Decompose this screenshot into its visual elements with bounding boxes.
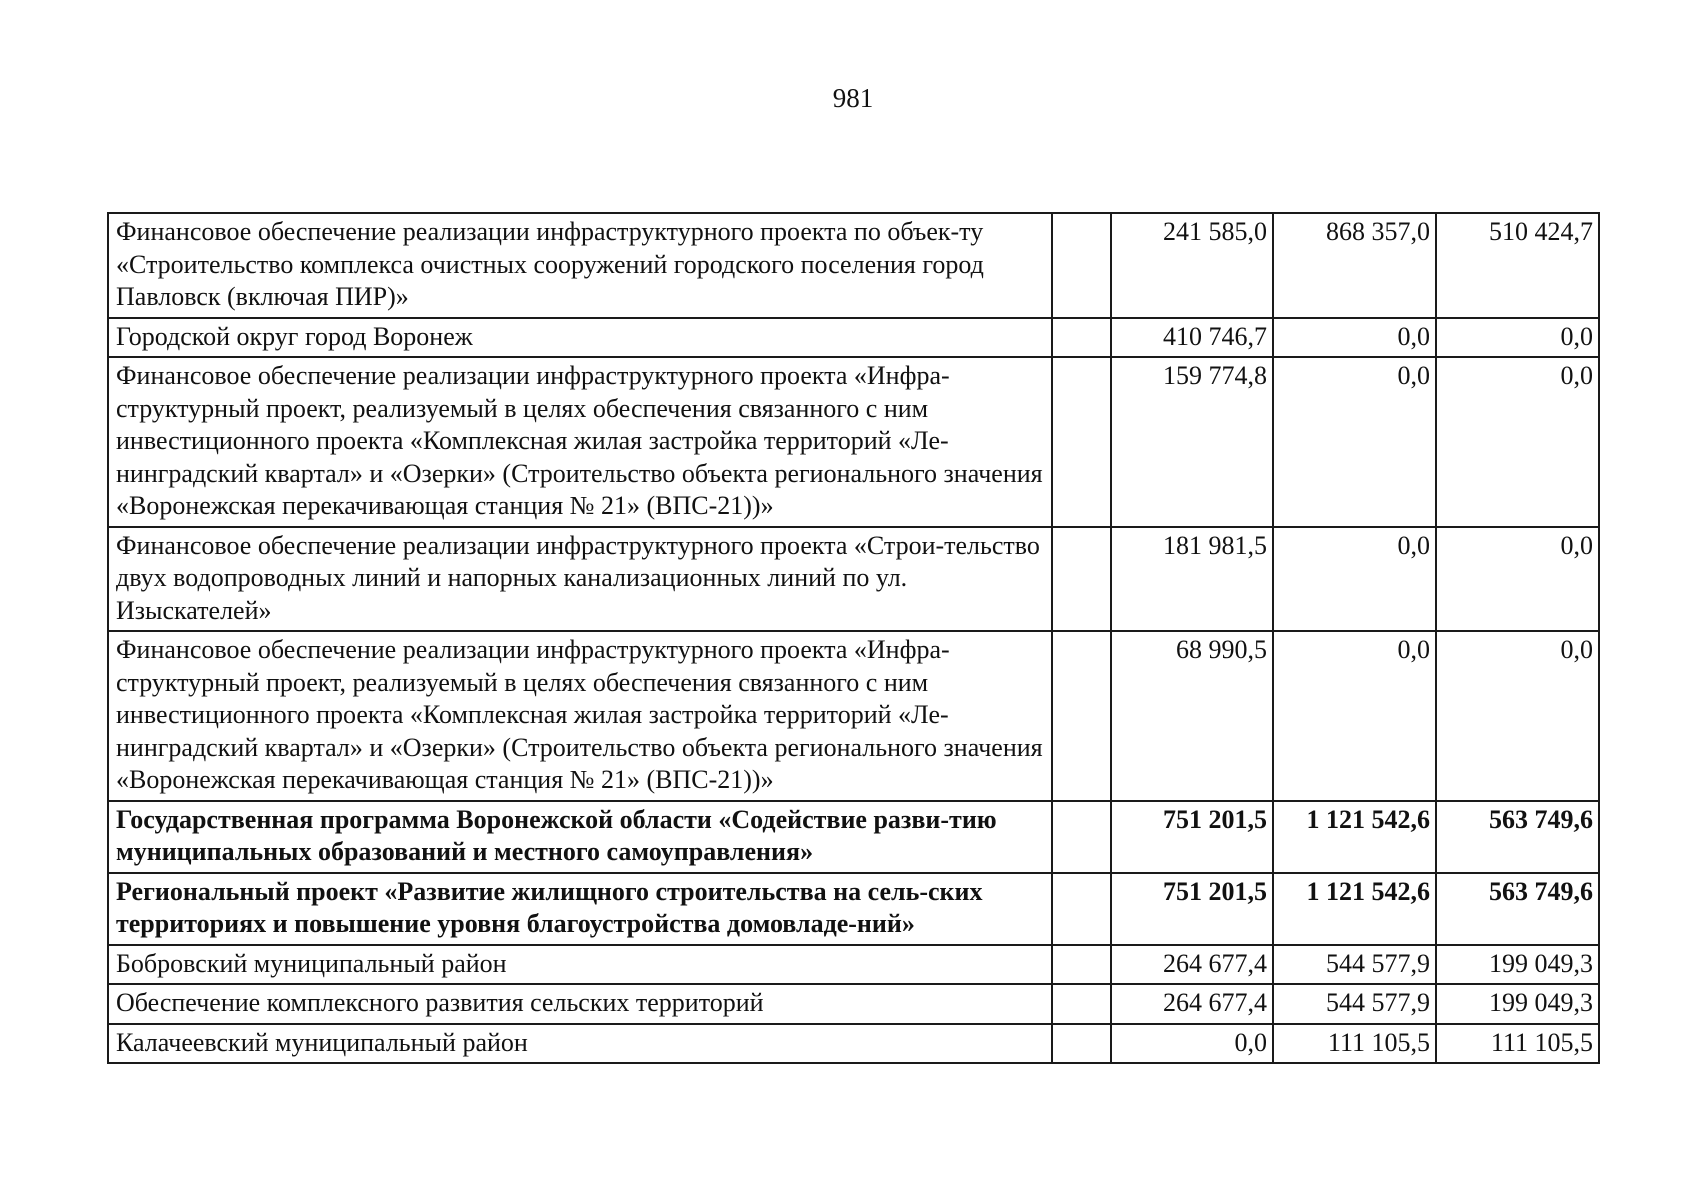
row-value-1-cell: 159 774,8	[1111, 357, 1273, 527]
row-value-1-cell: 264 677,4	[1111, 945, 1273, 985]
row-name-cell: Государственная программа Воронежской области «Содействие разви-тию муниципальных образований и местного самоуправления»	[108, 801, 1052, 873]
row-code-cell	[1052, 945, 1111, 985]
row-name-cell: Финансовое обеспечение реализации инфраструктурного проекта «Инфра-структурный проект, реализуемый в целях обеспечения связанного с ним инвестиционного проекта «Комплексная жилая застройка территорий «Ле-нинградский квартал» и «Озерки» (Строительство объекта регионального значения «Воронежская перекачивающая станция № 21» (ВПС-21))»	[108, 357, 1052, 527]
row-name-cell: Бобровский муниципальный район	[108, 945, 1052, 985]
row-value-2-cell: 868 357,0	[1273, 213, 1436, 318]
row-code-cell	[1052, 1024, 1111, 1064]
row-value-2-cell: 0,0	[1273, 357, 1436, 527]
row-value-3-cell: 563 749,6	[1436, 801, 1599, 873]
row-value-3-cell: 111 105,5	[1436, 1024, 1599, 1064]
row-value-2-cell: 0,0	[1273, 631, 1436, 801]
row-value-3-cell: 563 749,6	[1436, 873, 1599, 945]
row-code-cell	[1052, 527, 1111, 632]
table-row	[108, 527, 1599, 632]
row-value-2-cell: 1 121 542,6	[1273, 801, 1436, 873]
table-row	[108, 631, 1599, 801]
row-name-cell: Региональный проект «Развитие жилищного строительства на сель-ских территориях и повышение уровня благоустройства домовладе-ний»	[108, 873, 1052, 945]
table-row	[108, 213, 1599, 318]
row-value-2-cell: 544 577,9	[1273, 945, 1436, 985]
row-code-cell	[1052, 801, 1111, 873]
row-value-3-cell: 0,0	[1436, 631, 1599, 801]
row-name-cell: Калачеевский муниципальный район	[108, 1024, 1052, 1064]
table-row	[108, 873, 1599, 945]
table-row	[108, 801, 1599, 873]
row-value-3-cell: 0,0	[1436, 357, 1599, 527]
row-code-cell	[1052, 873, 1111, 945]
row-value-1-cell: 181 981,5	[1111, 527, 1273, 632]
row-value-2-cell: 111 105,5	[1273, 1024, 1436, 1064]
budget-table	[107, 212, 1600, 1064]
row-code-cell	[1052, 213, 1111, 318]
table-row	[108, 945, 1599, 985]
row-name-cell: Финансовое обеспечение реализации инфраструктурного проекта «Строи-тельство двух водопроводных линий и напорных канализационных линий по ул. Изыскателей»	[108, 527, 1052, 632]
row-value-2-cell: 0,0	[1273, 527, 1436, 632]
row-value-2-cell: 544 577,9	[1273, 984, 1436, 1024]
row-name-cell: Финансовое обеспечение реализации инфраструктурного проекта «Инфра-структурный проект, реализуемый в целях обеспечения связанного с ним инвестиционного проекта «Комплексная жилая застройка территорий «Ле-нинградский квартал» и «Озерки» (Строительство объекта регионального значения «Воронежская перекачивающая станция № 21» (ВПС-21))»	[108, 631, 1052, 801]
table-row	[108, 984, 1599, 1024]
table-row	[108, 1024, 1599, 1064]
row-value-1-cell: 751 201,5	[1111, 873, 1273, 945]
row-value-1-cell: 0,0	[1111, 1024, 1273, 1064]
row-value-3-cell: 510 424,7	[1436, 213, 1599, 318]
row-value-1-cell: 751 201,5	[1111, 801, 1273, 873]
table-row	[108, 357, 1599, 527]
row-value-2-cell: 1 121 542,6	[1273, 873, 1436, 945]
row-value-3-cell: 199 049,3	[1436, 984, 1599, 1024]
row-value-1-cell: 264 677,4	[1111, 984, 1273, 1024]
table-row	[108, 318, 1599, 358]
row-value-3-cell: 199 049,3	[1436, 945, 1599, 985]
table-body	[108, 213, 1599, 1063]
row-value-3-cell: 0,0	[1436, 527, 1599, 632]
page-number: 981	[832, 83, 874, 113]
row-value-3-cell: 0,0	[1436, 318, 1599, 358]
row-code-cell	[1052, 357, 1111, 527]
row-value-1-cell: 68 990,5	[1111, 631, 1273, 801]
row-value-2-cell: 0,0	[1273, 318, 1436, 358]
row-name-cell: Финансовое обеспечение реализации инфраструктурного проекта по объек-ту «Строительство комплекса очистных сооружений городского поселения город Павловск (включая ПИР)»	[108, 213, 1052, 318]
row-value-1-cell: 241 585,0	[1111, 213, 1273, 318]
row-code-cell	[1052, 318, 1111, 358]
row-value-1-cell: 410 746,7	[1111, 318, 1273, 358]
row-code-cell	[1052, 631, 1111, 801]
row-name-cell: Обеспечение комплексного развития сельских территорий	[108, 984, 1052, 1024]
row-code-cell	[1052, 984, 1111, 1024]
row-name-cell: Городской округ город Воронеж	[108, 318, 1052, 358]
